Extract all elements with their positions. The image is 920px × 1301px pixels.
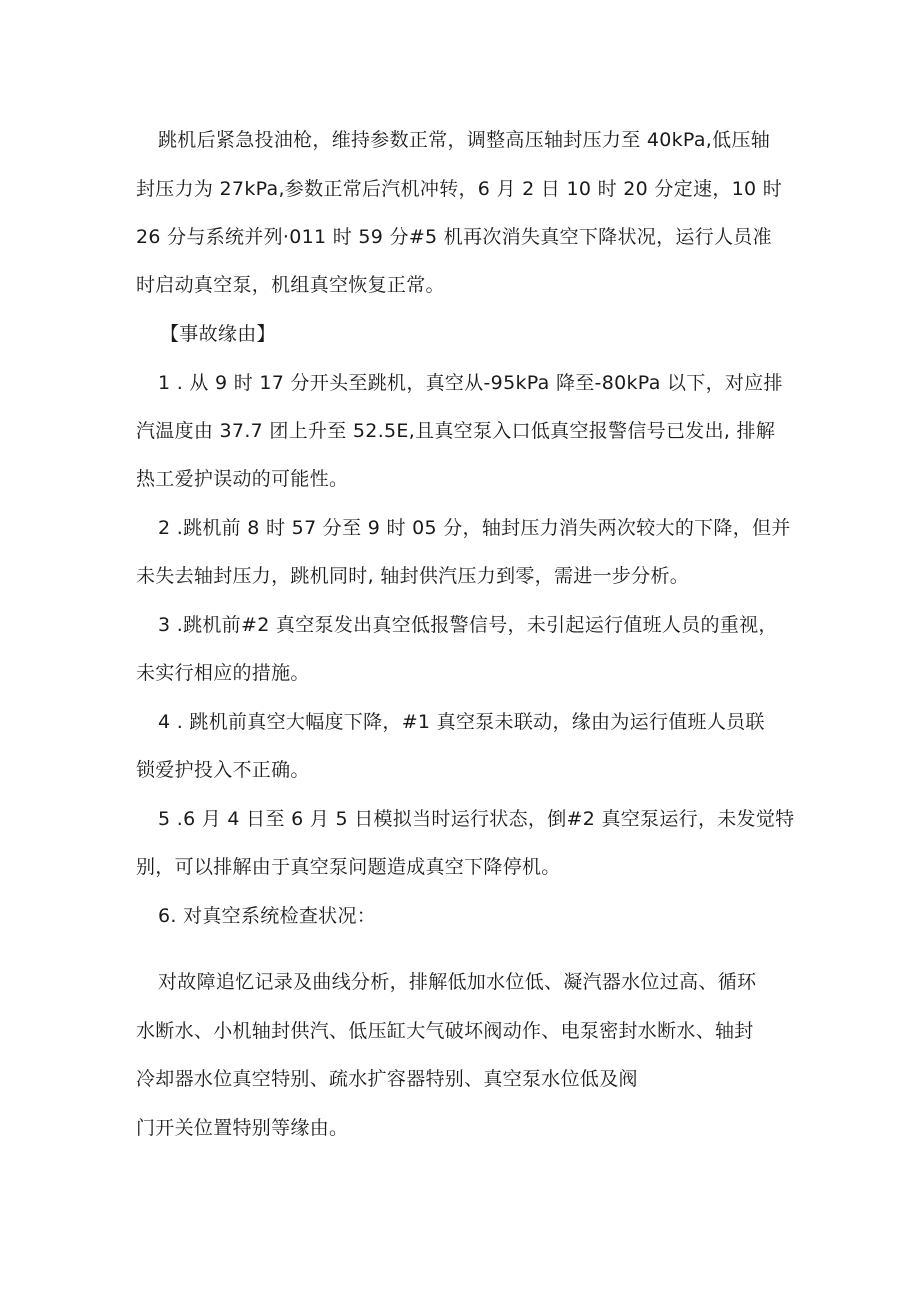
item3-line-2: 未实行相应的措施。	[136, 662, 310, 684]
item1-line-2: 汽温度由 37.7 团上升至 52.5E,且真空泵入口低真空报警信号已发出, 排解	[136, 420, 776, 442]
para-last-line-3: 冷却器水位真空特别、疏水扩容器特别、真空泵水位低及阀	[136, 1068, 638, 1090]
para1-line-3: 26 分与系统并列·011 时 59 分#5 机再次消失真空下降状况，运行人员准	[136, 226, 772, 248]
item4-line-1: 4 . 跳机前真空大幅度下降，#1 真空泵未联动，缘由为运行值班人员联	[158, 711, 765, 733]
para-last-line-4: 门开关位置特别等缘由。	[136, 1117, 349, 1139]
section-heading: 【事故缘由】	[160, 323, 276, 345]
item2-line-2: 未失去轴封压力，跳机同时, 轴封供汽压力到零，需进一步分析。	[136, 565, 690, 587]
para-last-line-2: 水断水、小机轴封供汽、低压缸大气破坏阀动作、电泵密封水断水、轴封	[136, 1020, 754, 1042]
item5-line-1: 5 .6 月 4 日至 6 月 5 日模拟当时运行状态，倒#2 真空泵运行，未发觉特	[158, 808, 795, 830]
para1-line-2: 封压力为 27kPa,参数正常后汽机冲转，6 月 2 日 10 时 20 分定速，10 时	[136, 178, 783, 200]
para-last-line-1: 对故障追忆记录及曲线分析，排解低加水位低、凝汽器水位过高、循环	[158, 971, 757, 993]
para1-line-4: 时启动真空泵，机组真空恢复正常。	[136, 274, 445, 296]
item6-line: 6. 对真空系统检查状况：	[158, 905, 377, 927]
item2-line-1: 2 .跳机前 8 时 57 分至 9 时 05 分，轴封压力消失两次较大的下降，但并	[158, 517, 791, 539]
para1-line-1: 跳机后紧急投油枪，维持参数正常，调整高压轴封压力至 40kPa,低压轴	[158, 129, 771, 151]
item3-line-1: 3 .跳机前#2 真空泵发出真空低报警信号，未引起运行值班人员的重视，	[158, 614, 778, 636]
item1-line-3: 热工爱护误动的可能性。	[136, 468, 349, 490]
item5-line-2: 别，可以排解由于真空泵问题造成真空下降停机。	[136, 856, 561, 878]
item4-line-2: 锁爱护投入不正确。	[136, 759, 310, 781]
item1-line-1: 1 . 从 9 时 17 分开头至跳机，真空从-95kPa 降至-80kPa 以下，对应排	[158, 372, 783, 394]
